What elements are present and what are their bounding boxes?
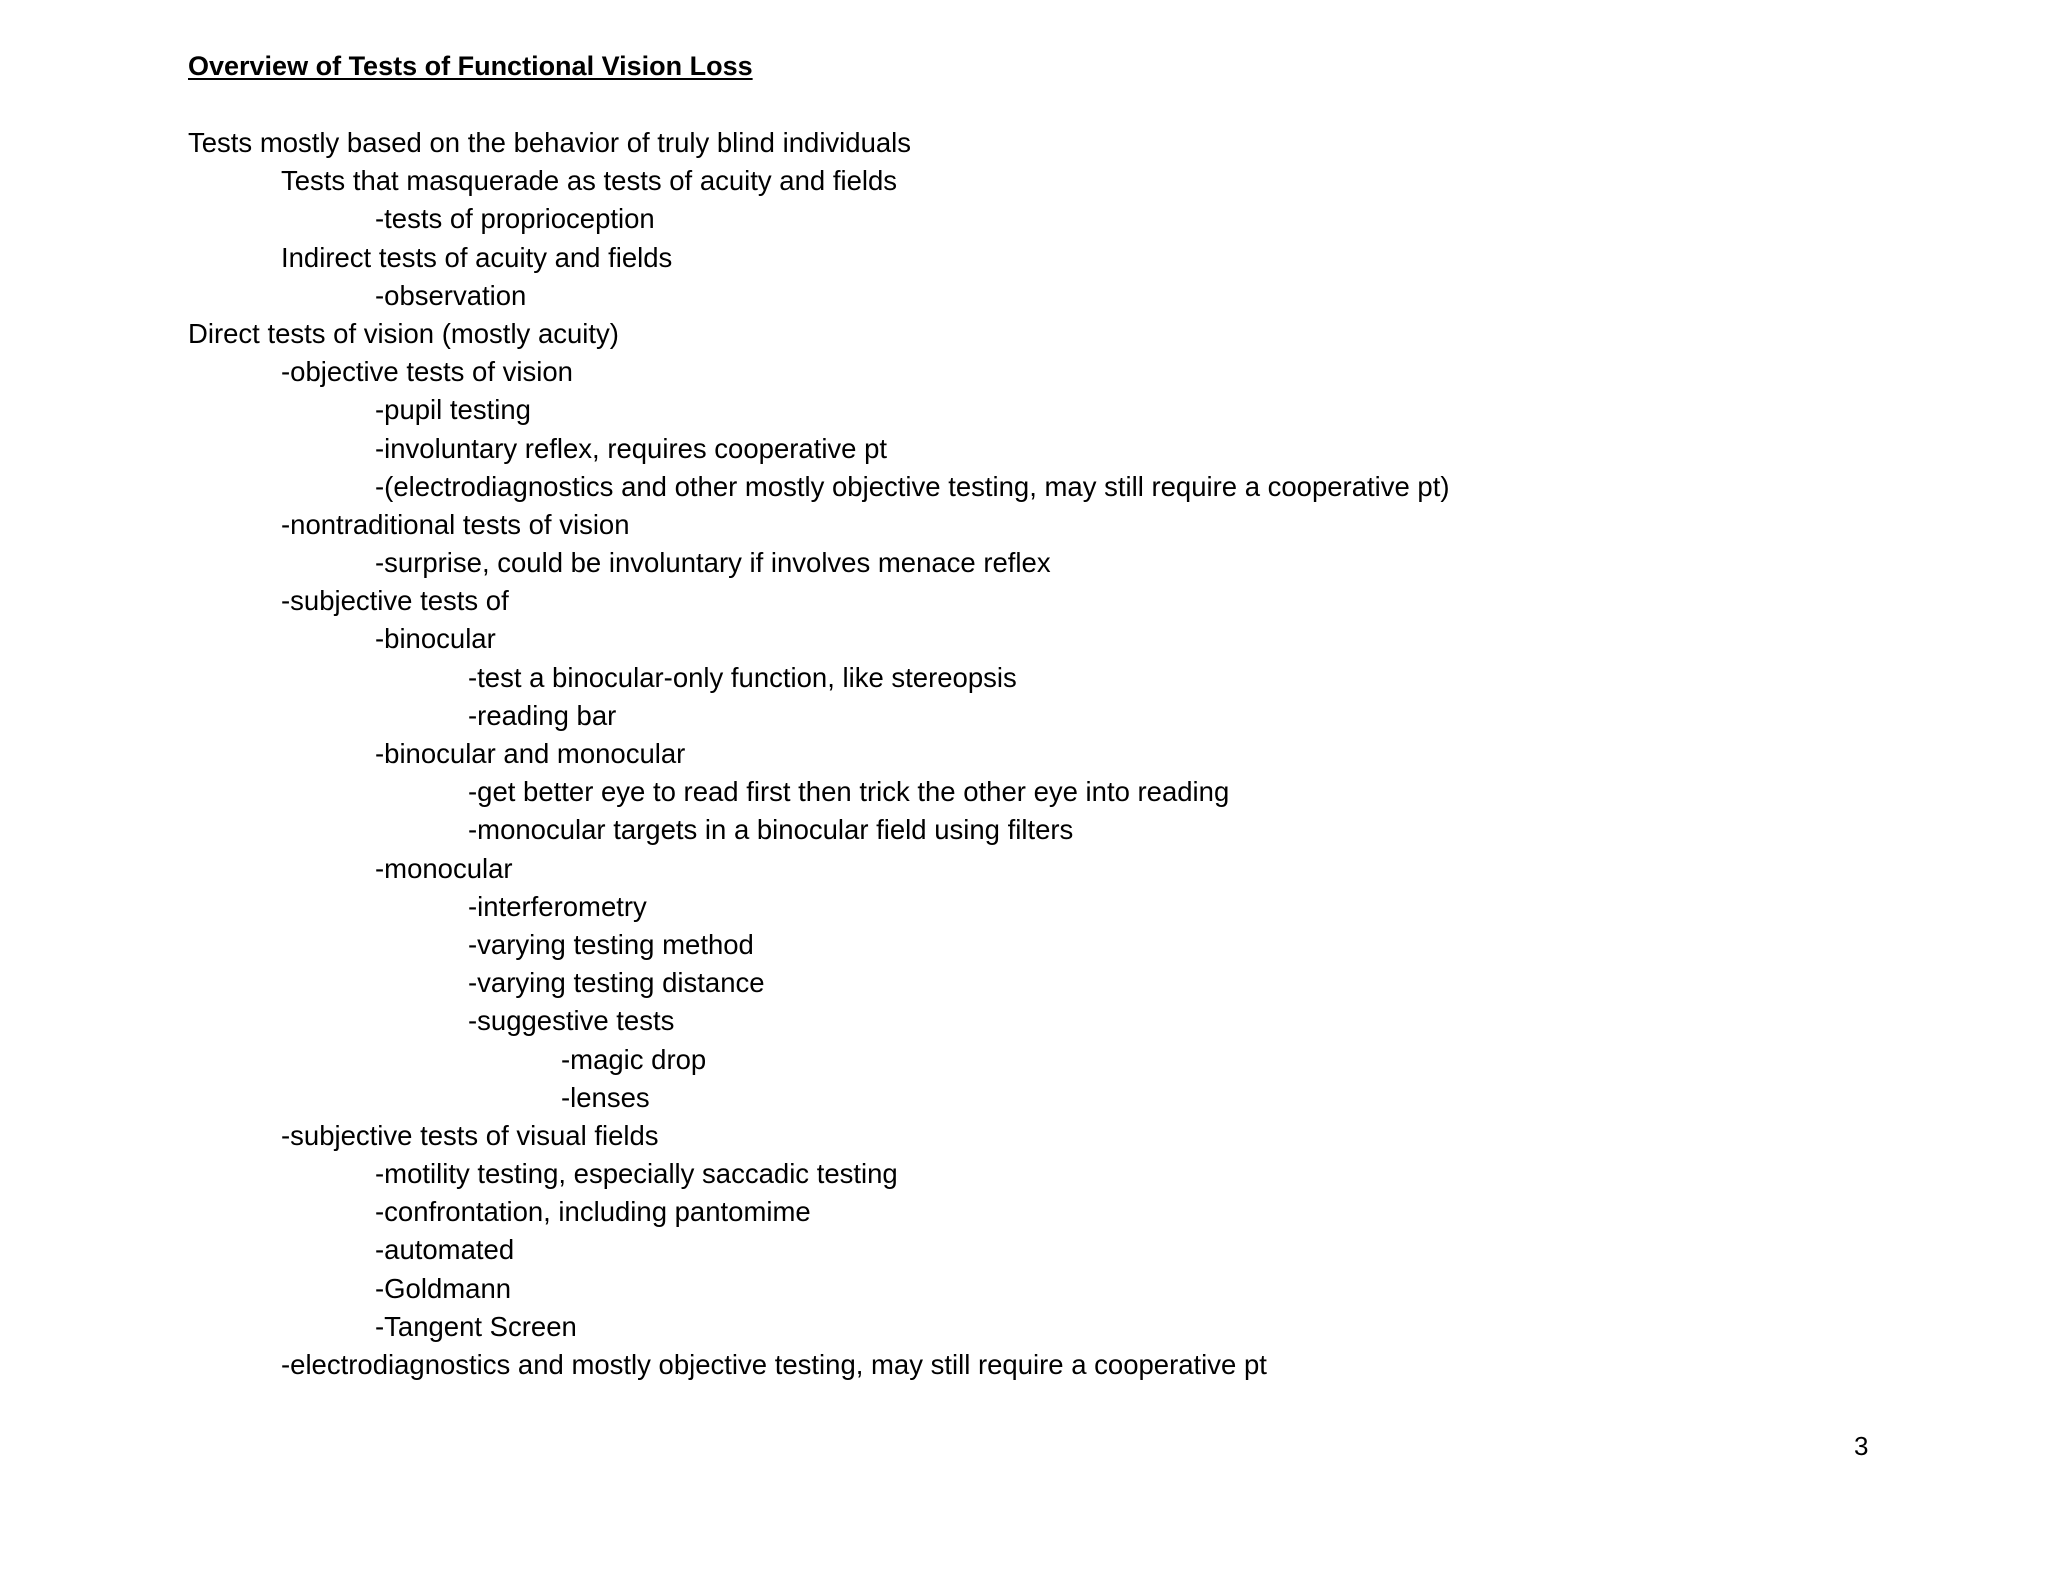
outline-item: -objective tests of vision: [281, 356, 573, 388]
outline-item: Tests mostly based on the behavior of truly blind individuals: [188, 127, 912, 158]
outline-list: [188, 124, 1988, 1384]
outline-item: -interferometry: [468, 890, 647, 922]
outline-item: -motility testing, especially saccadic testing: [375, 1158, 898, 1190]
outline-item: -Tangent Screen: [375, 1310, 577, 1342]
outline-item: -pupil testing: [375, 394, 531, 426]
outline-item: Direct tests of vision (mostly acuity): [188, 317, 619, 349]
outline-item: -magic drop: [561, 1043, 707, 1075]
outline-item: -observation: [375, 279, 527, 311]
outline-item: -nontraditional tests of vision: [281, 508, 630, 540]
outline-item: -confrontation, including pantomime: [375, 1196, 811, 1228]
outline-item: Tests that masquerade as tests of acuity and fields: [281, 165, 898, 197]
outline-item: -varying testing distance: [468, 967, 765, 999]
outline-item: -binocular: [375, 623, 496, 655]
document-title: Overview of Tests of Functional Vision Loss: [188, 51, 753, 81]
outline-item: -lenses: [561, 1081, 650, 1113]
outline-item: Indirect tests of acuity and fields: [281, 241, 673, 273]
page-number: 3: [1854, 1431, 1869, 1461]
outline-item: -Goldmann: [375, 1272, 512, 1304]
outline-item: -varying testing method: [468, 928, 754, 960]
outline-item: -test a binocular-only function, like stereopsis: [468, 661, 1017, 693]
outline-item: -monocular: [375, 852, 513, 884]
outline-item: -monocular targets in a binocular field using filters: [468, 814, 1074, 846]
outline-item: -automated: [375, 1234, 515, 1266]
outline-item: -tests of proprioception: [375, 203, 655, 235]
outline-item: -surprise, could be involuntary if involves menace reflex: [375, 547, 1051, 579]
outline-item: -electrodiagnostics and mostly objective testing, may still require a cooperative pt: [281, 1349, 1267, 1380]
outline-item: -binocular and monocular: [375, 738, 686, 769]
outline-item: -(electrodiagnostics and other mostly objective testing, may still require a cooperative pt): [375, 470, 1450, 502]
outline-item: -get better eye to read first then trick the other eye into reading: [468, 776, 1230, 808]
outline-item: -subjective tests of: [281, 585, 509, 617]
outline-item: -subjective tests of visual fields: [281, 1119, 659, 1151]
outline-item: -reading bar: [468, 699, 617, 731]
outline-item: -involuntary reflex, requires cooperative pt: [375, 432, 888, 464]
outline-item: -suggestive tests: [468, 1005, 675, 1037]
